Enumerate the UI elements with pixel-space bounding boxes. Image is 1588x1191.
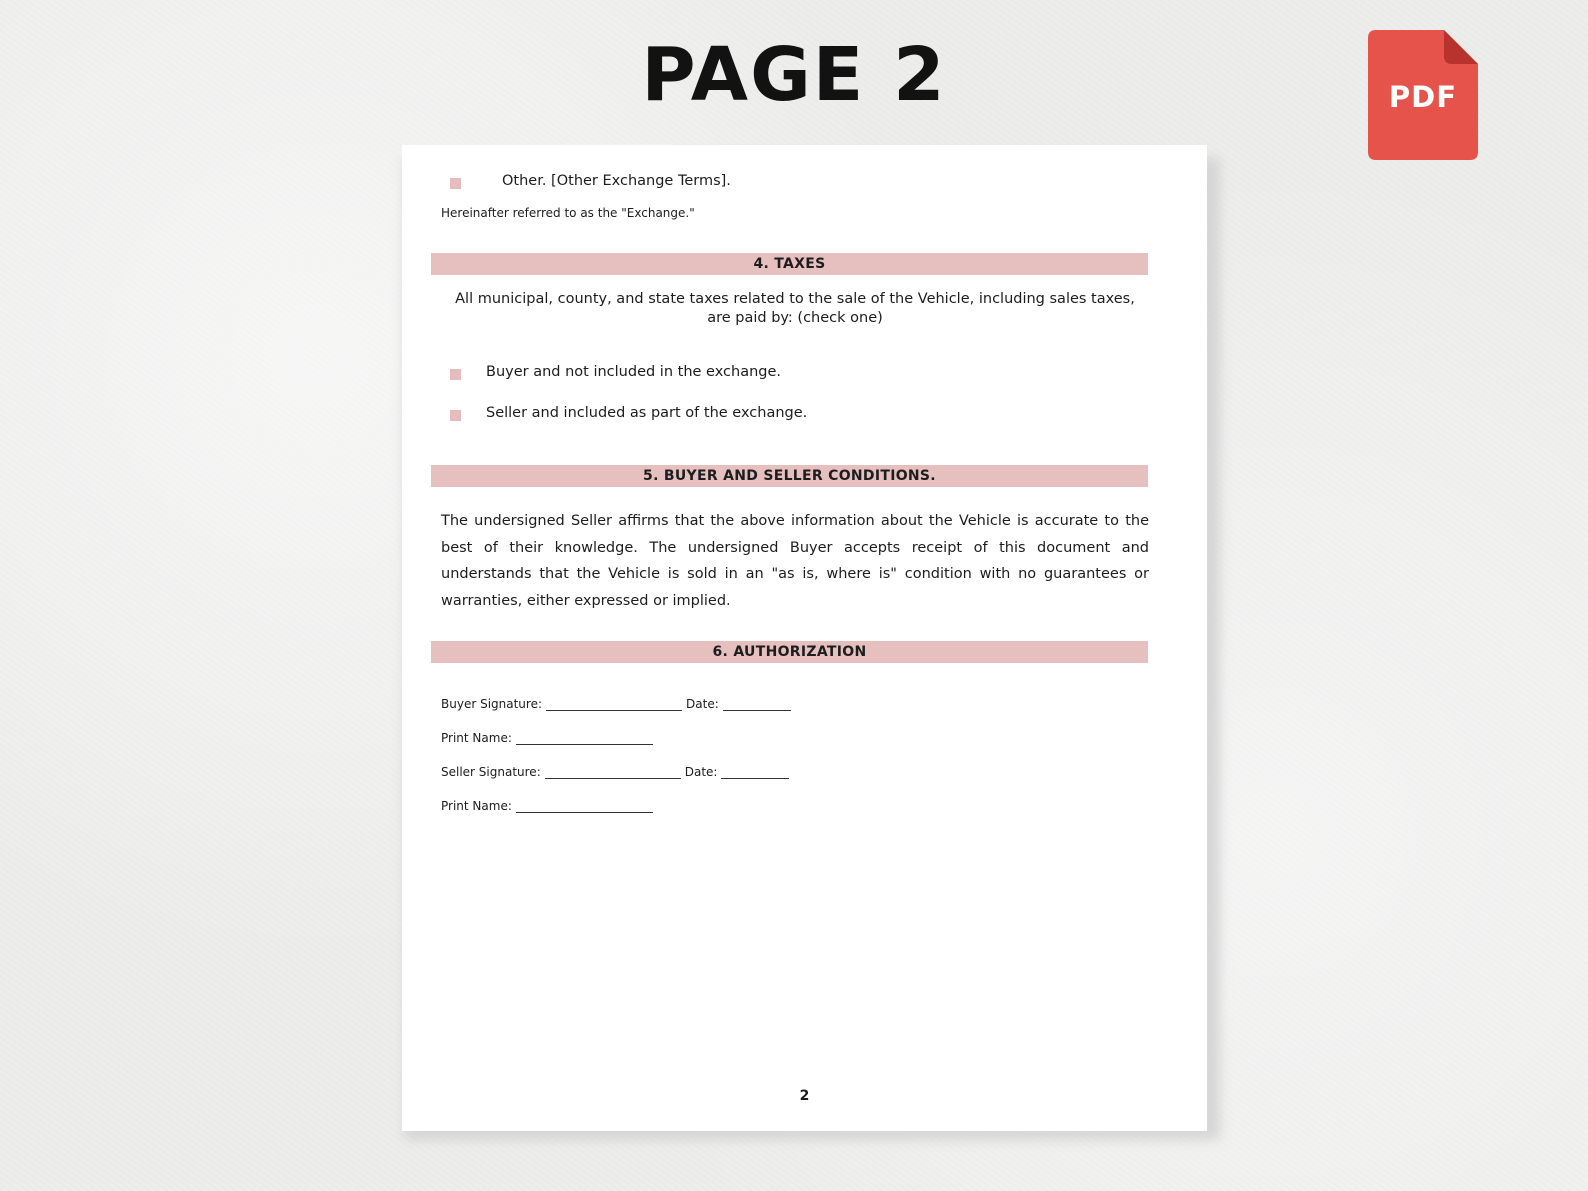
buyer-date-label: Date: bbox=[686, 697, 719, 711]
seller-print-name-field[interactable] bbox=[516, 800, 653, 813]
conditions-paragraph: The undersigned Seller affirms that the above information about the Vehicle is accurate to the best of their knowledge. The undersigned Buyer accepts receipt of this document and understands that the Vehicle is sold in an "as is, where is" condition with no guarantees or warranties, either expressed or implied. bbox=[441, 513, 1149, 609]
seller-print-name-row bbox=[441, 799, 657, 813]
seller-signature-field[interactable] bbox=[545, 766, 681, 779]
seller-signature-label: Seller Signature: bbox=[441, 765, 541, 779]
hereinafter-note: Hereinafter referred to as the "Exchange." bbox=[441, 206, 695, 220]
buyer-date-field[interactable] bbox=[723, 698, 791, 711]
checkbox-seller-pays[interactable] bbox=[450, 410, 461, 421]
buyer-signature-row bbox=[441, 697, 795, 711]
seller-date-field[interactable] bbox=[721, 766, 789, 779]
taxes-intro-line-2: are paid by: (check one) bbox=[707, 310, 883, 326]
buyer-print-name-row bbox=[441, 731, 657, 745]
buyer-signature-label: Buyer Signature: bbox=[441, 697, 543, 711]
checkbox-buyer-pays[interactable] bbox=[450, 369, 461, 380]
taxes-intro-line-1: All municipal, county, and state taxes related to the sale of the Vehicle, including sales taxes, bbox=[455, 291, 1135, 307]
buyer-print-name-label: Print Name: bbox=[441, 731, 512, 745]
section-heading-taxes: 4. TAXES bbox=[431, 253, 1148, 275]
page-title: PAGE 2 bbox=[641, 32, 947, 118]
document-page bbox=[402, 145, 1207, 1131]
option-other-label: Other. [Other Exchange Terms]. bbox=[502, 173, 731, 189]
seller-print-name-label: Print Name: bbox=[441, 799, 512, 813]
option-seller-pays-label: Seller and included as part of the exchange. bbox=[486, 405, 808, 421]
pdf-label: PDF bbox=[1388, 80, 1458, 114]
buyer-signature-field[interactable] bbox=[546, 698, 682, 711]
buyer-print-name-field[interactable] bbox=[516, 732, 653, 745]
page-number: 2 bbox=[799, 1088, 810, 1104]
section-heading-authorization: 6. AUTHORIZATION bbox=[431, 641, 1148, 663]
section-heading-conditions: 5. BUYER AND SELLER CONDITIONS. bbox=[431, 465, 1148, 487]
seller-date-label: Date: bbox=[684, 765, 718, 779]
seller-signature-row bbox=[441, 765, 793, 779]
checkbox-other[interactable] bbox=[450, 178, 461, 189]
option-buyer-pays-label: Buyer and not included in the exchange. bbox=[486, 364, 781, 380]
pdf-file-icon bbox=[1368, 30, 1478, 160]
